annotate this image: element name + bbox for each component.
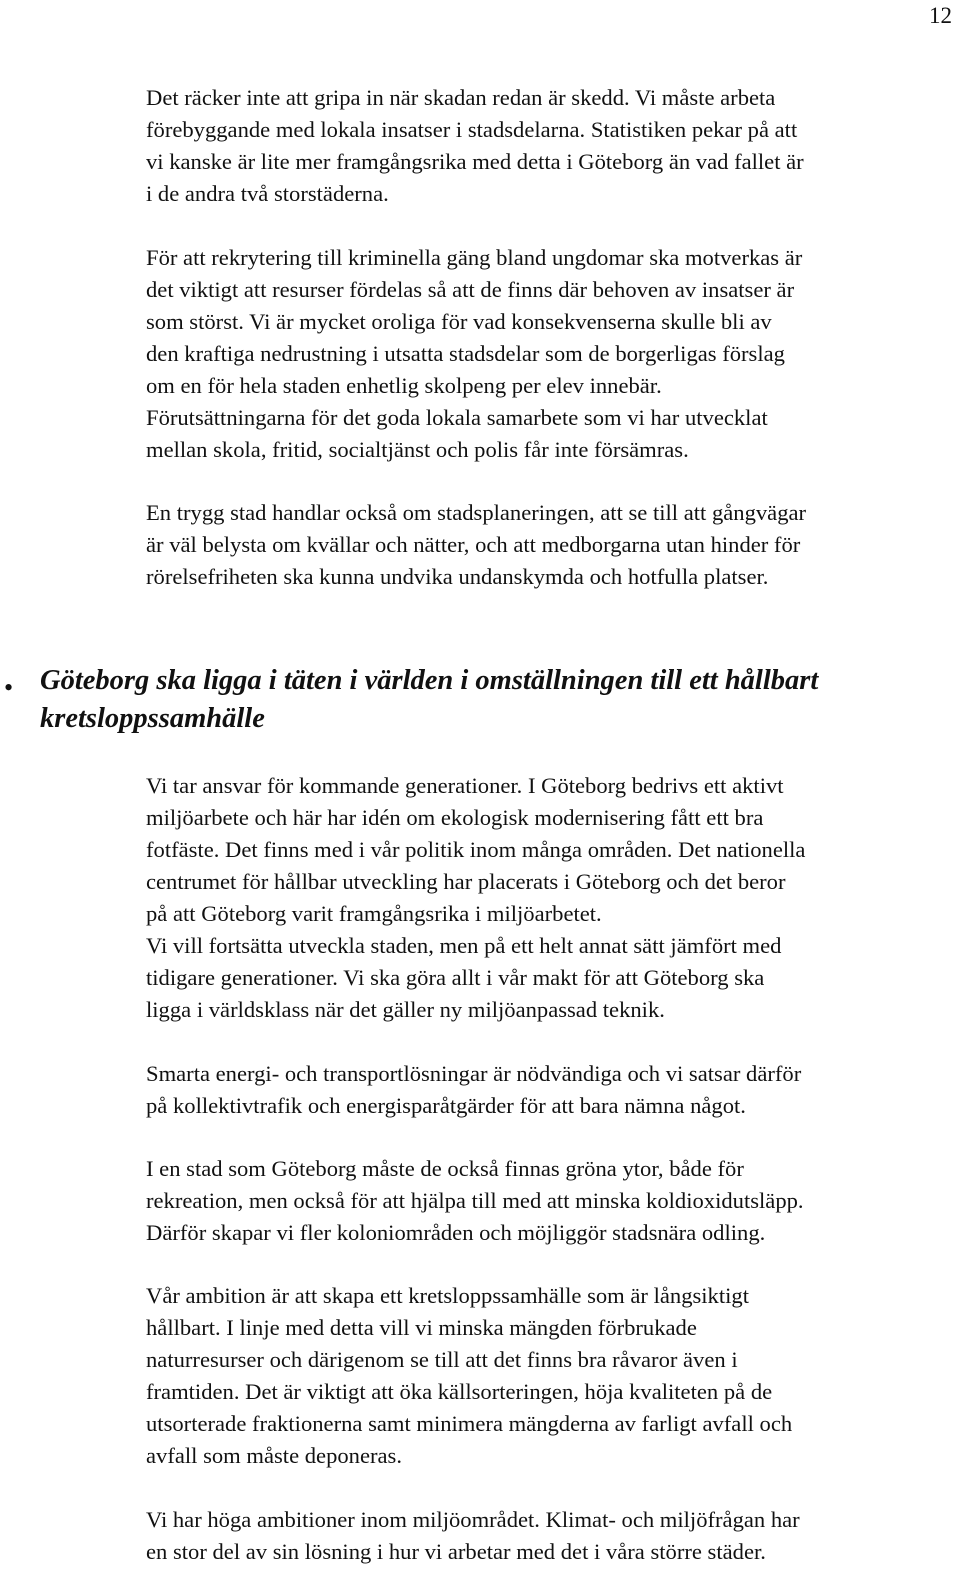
text-line: tidigare generationer. Vi ska göra allt i vår makt för att Göteborg ska <box>146 965 765 990</box>
paragraph-circular-society <box>146 1280 958 1472</box>
text-line: är väl belysta om kvällar och nätter, och att medborgarna utan hinder för <box>146 532 801 557</box>
text-line: Det räcker inte att gripa in när skadan redan är skedd. Vi måste arbeta <box>146 85 776 110</box>
text-line: För att rekrytering till kriminella gäng bland ungdomar ska motverkas är <box>146 245 803 270</box>
page-number: 12 <box>929 3 952 28</box>
text-line: på att Göteborg varit framgångsrika i miljöarbetet. <box>146 901 602 926</box>
text-line: Smarta energi- och transportlösningar är nödvändiga och vi satsar därför <box>146 1061 802 1086</box>
paragraph-responsibility <box>146 770 958 1026</box>
text-line: miljöarbete och här har idén om ekologisk modernisering fått ett bra <box>146 805 764 830</box>
section-heading-text <box>40 662 818 738</box>
text-line: vi kanske är lite mer framgångsrika med detta i Göteborg än vad fallet är <box>146 149 804 174</box>
text-line: I en stad som Göteborg måste de också finnas gröna ytor, både för <box>146 1156 744 1181</box>
text-line: Vi har höga ambitioner inom miljöområdet. Klimat- och miljöfrågan har <box>146 1507 800 1532</box>
text-line: fotfäste. Det finns med i vår politik inom många områden. Det nationella <box>146 837 806 862</box>
text-line: utsorterade fraktionerna samt minimera mängderna av farligt avfall och <box>146 1411 793 1436</box>
text-line: En trygg stad handlar också om stadsplaneringen, att se till att gångvägar <box>146 500 807 525</box>
paragraph-green-spaces <box>146 1153 958 1249</box>
text-line: på kollektivtrafik och energisparåtgärder för att bara nämna något. <box>146 1093 746 1118</box>
paragraph-ambitions <box>146 1504 958 1568</box>
text-line: centrumet för hållbar utveckling har placerats i Göteborg och det beror <box>146 869 786 894</box>
text-line: Vi tar ansvar för kommande generationer. I Göteborg bedrivs ett aktivt <box>146 773 784 798</box>
text-line: den kraftiga nedrustning i utsatta stadsdelar som de borgerligas förslag <box>146 341 785 366</box>
text-line: i de andra två storstäderna. <box>146 181 389 206</box>
paragraph-prevention <box>146 82 958 210</box>
bullet-icon: • <box>4 673 14 702</box>
text-line: ligga i världsklass när det gäller ny miljöanpassad teknik. <box>146 997 665 1022</box>
text-line: framtiden. Det är viktigt att öka källsorteringen, höja kvaliteten på de <box>146 1379 773 1404</box>
text-line: Förutsättningarna för det goda lokala samarbete som vi har utvecklat <box>146 405 768 430</box>
text-line: hållbart. I linje med detta vill vi minska mängden förbrukade <box>146 1315 697 1340</box>
text-line: om en för hela staden enhetlig skolpeng per elev innebär. <box>146 373 662 398</box>
text-line: det viktigt att resurser fördelas så att de finns där behoven av insatser är <box>146 277 795 302</box>
text-line: naturresurser och därigenom se till att det finns bra råvaror även i <box>146 1347 738 1372</box>
text-line: Därför skapar vi fler koloniområden och möjliggör stadsnära odling. <box>146 1220 766 1245</box>
text-line: förebyggande med lokala insatser i stadsdelarna. Statistiken pekar på att <box>146 117 798 142</box>
heading-line: kretsloppssamhälle <box>40 703 265 734</box>
paragraph-energy-transport <box>146 1058 958 1122</box>
text-line: Vi vill fortsätta utveckla staden, men på ett helt annat sätt jämfört med <box>146 933 782 958</box>
heading-line: Göteborg ska ligga i täten i världen i omställningen till ett hållbart <box>40 665 819 696</box>
paragraph-safe-city <box>146 497 958 593</box>
text-line: rekreation, men också för att hjälpa till med att minska koldioxidutsläpp. <box>146 1188 804 1213</box>
text-line: Vår ambition är att skapa ett kretsloppssamhälle som är långsiktigt <box>146 1283 749 1308</box>
text-line: avfall som måste deponeras. <box>146 1443 402 1468</box>
text-line: rörelsefriheten ska kunna undvika undanskymda och hotfulla platser. <box>146 564 769 589</box>
text-line: som störst. Vi är mycket oroliga för vad konsekvenserna skulle bli av <box>146 309 772 334</box>
text-line: mellan skola, fritid, socialtjänst och polis får inte försämras. <box>146 437 689 462</box>
text-line: en stor del av sin lösning i hur vi arbetar med det i våra större städer. <box>146 1539 766 1564</box>
paragraph-gang-recruitment <box>146 242 958 466</box>
